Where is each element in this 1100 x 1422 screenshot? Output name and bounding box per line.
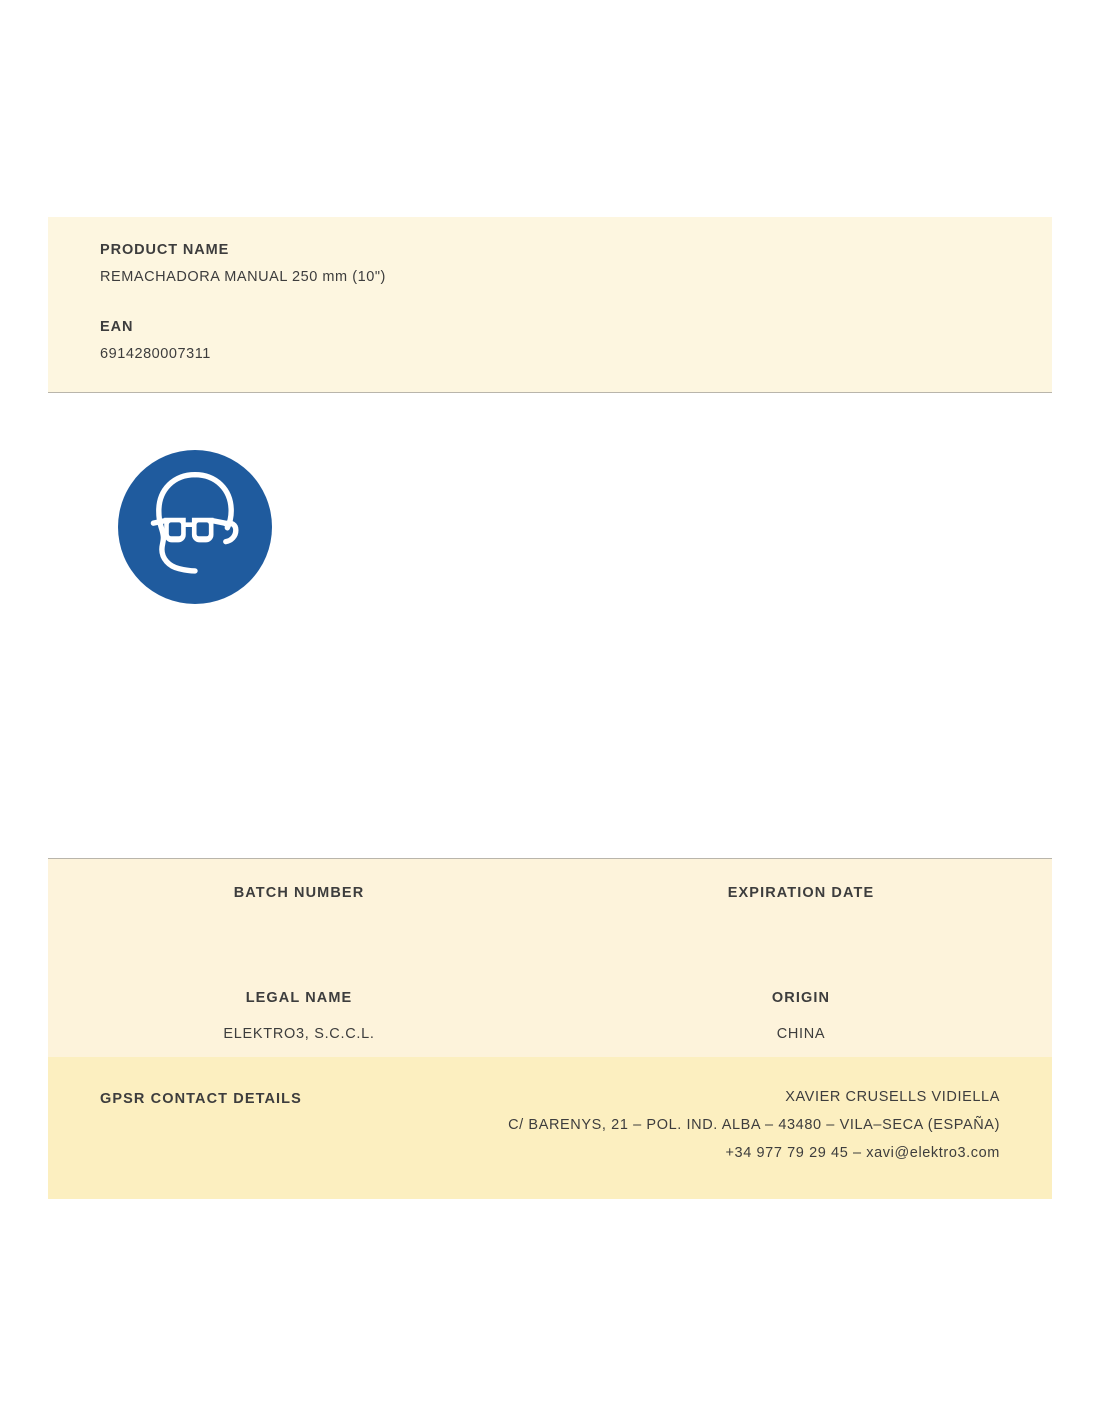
origin-label: ORIGIN bbox=[771, 990, 831, 1006]
gpsr-contact-title: GPSR CONTACT DETAILS bbox=[100, 1091, 302, 1107]
product-name-field bbox=[100, 242, 1000, 285]
label-details-table bbox=[48, 858, 1052, 1074]
origin-cell bbox=[550, 990, 1052, 1043]
ean-field bbox=[100, 319, 1000, 362]
gpsr-contact-address: C/ BARENYS, 21 – POL. IND. ALBA – 43480 – VILA–SECA (ESPAÑA) bbox=[508, 1117, 1000, 1133]
batch-number-value bbox=[58, 921, 540, 938]
table-row bbox=[48, 990, 1052, 1043]
expiration-date-value bbox=[560, 921, 1042, 938]
pictogram-area bbox=[48, 402, 1052, 858]
expiration-date-cell bbox=[550, 885, 1052, 938]
ean-value: 6914280007311 bbox=[100, 346, 211, 362]
gpsr-contact-phone-email: +34 977 79 29 45 – xavi@elektro3.com bbox=[725, 1145, 1000, 1161]
gpsr-contact-person: XAVIER CRUSELLS VIDIELLA bbox=[785, 1089, 1000, 1105]
wear-eye-protection-icon bbox=[118, 450, 272, 604]
legal-name-label: LEGAL NAME bbox=[245, 990, 353, 1006]
legal-name-value: ELEKTRO3, S.C.C.L. bbox=[223, 1026, 375, 1042]
ean-label: EAN bbox=[100, 319, 134, 335]
batch-number-label: BATCH NUMBER bbox=[233, 885, 365, 901]
legal-name-cell bbox=[48, 990, 550, 1043]
table-row bbox=[48, 885, 1052, 938]
gpsr-contact-block bbox=[48, 1057, 1052, 1199]
gpsr-contact-lines bbox=[302, 1089, 1000, 1161]
origin-value: CHINA bbox=[776, 1026, 826, 1042]
batch-number-cell bbox=[48, 885, 550, 938]
expiration-date-label: EXPIRATION DATE bbox=[727, 885, 875, 901]
product-info-block bbox=[48, 217, 1052, 393]
product-name-label: PRODUCT NAME bbox=[100, 242, 230, 258]
product-name-value: REMACHADORA MANUAL 250 mm (10") bbox=[100, 269, 386, 285]
